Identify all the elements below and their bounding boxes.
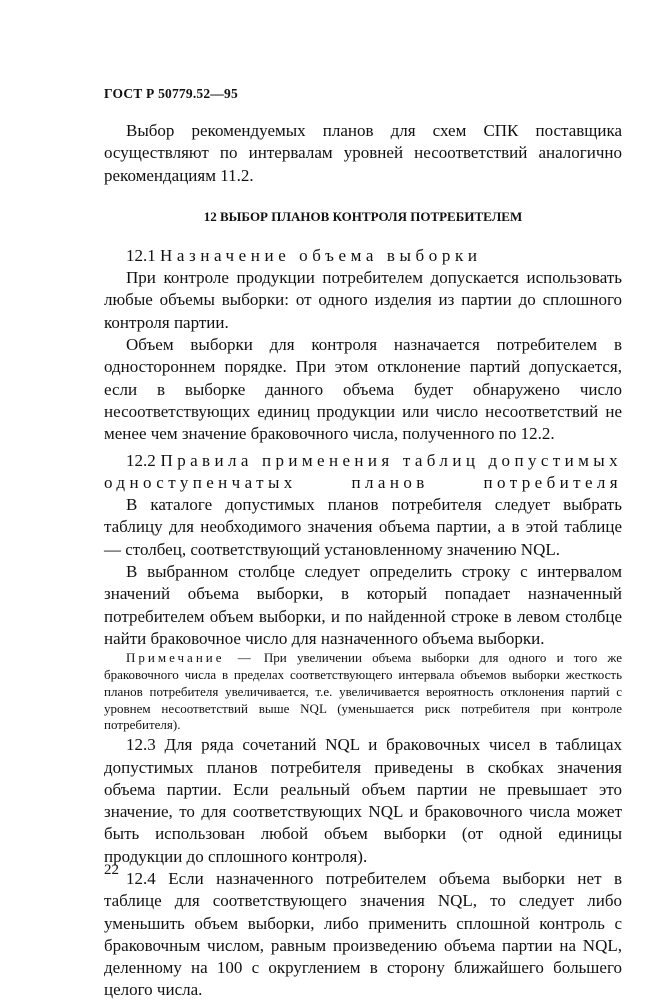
note-label: Примечание — (126, 650, 254, 666)
intro-paragraph: Выбор рекомендуемых планов для схем СПК поставщика осуществляют по интервалам уровней несоответствий аналогично рекомендациям 11.2. (104, 121, 622, 185)
clause-12-2-paragraph: В выбранном столбце следует определить строку с интервалом значений объема выборки, в который попадает назначенный потребителем объем выборки, и по найденной строке в левом столбце найти браковочное число для назначенного объема выборки. (104, 562, 622, 648)
clause-12-2-heading (104, 450, 622, 495)
section-heading: 12 ВЫБОР ПЛАНОВ КОНТРОЛЯ ПОТРЕБИТЕЛЕМ (203, 208, 523, 224)
clause-12-4-paragraph: 12.4 Если назначенного потребителем объема выборки нет в таблице для соответствующего значения NQL, то следует либо уменьшить объем выборки, либо применить сплошной контроль с браковочным числом, равным произведению объема партии на NQL, деленному на 100 с округлением в сторону ближайшего большего целого числа. (104, 869, 622, 1000)
clause-12-2-title: Правила применения таблиц допустимых одноступенчатых планов потребителя (104, 450, 622, 492)
clause-12-1-number: 12.1 (126, 245, 156, 265)
page-header-standard-code: ГОСТ Р 50779.52—95 (104, 86, 238, 101)
clause-12-2-note (104, 650, 622, 734)
clause-12-3-paragraph: 12.3 Для ряда сочетаний NQL и браковочных чисел в таблицах допустимых планов потребителя приведены в скобках значения объема партии. Если реальный объем партии не превышает это значение, то для соответствующих NQL и браковочного числа может быть использован любой объем выборки (от одной единицы продукции до сплошного контроля). (104, 735, 622, 866)
clause-12-2-paragraph: В каталоге допустимых планов потребителя следует выбрать таблицу для необходимого значения объема партии, а в этой таблице — столбец, соответствующий установленному значению NQL. (104, 495, 622, 559)
page-number: 22 (104, 862, 119, 878)
clause-12-2-number: 12.2 (126, 450, 156, 470)
clause-12-1-title: Назначение объема выборки (160, 245, 482, 265)
clause-12-1-paragraph: Объем выборки для контроля назначается потребителем в одностороннем порядке. При этом отклонение партий допускается, если в выборке данного объема будет обнаружено число несоответствующих единиц продукции или число несоответствий не менее чем значение браковочного числа, полученного по 12.2. (104, 335, 622, 444)
clause-12-1-heading (104, 245, 622, 267)
clause-12-1-paragraph: При контроле продукции потребителем допускается использовать любые объемы выборки: от одного изделия из партии до сплошного контроля партии. (104, 268, 622, 332)
note-text: При увеличении объема выборки для одного и того же браковочного числа в пределах соответствующего интервала объемов выборки жесткость планов потребителя увеличивается, т.е. увеличивается вероятность отклонения партий с уровнем несоответствий выше NQL (уменьшается риск потребителя при контроле потребителя). (104, 650, 623, 733)
document-body (104, 120, 622, 1002)
